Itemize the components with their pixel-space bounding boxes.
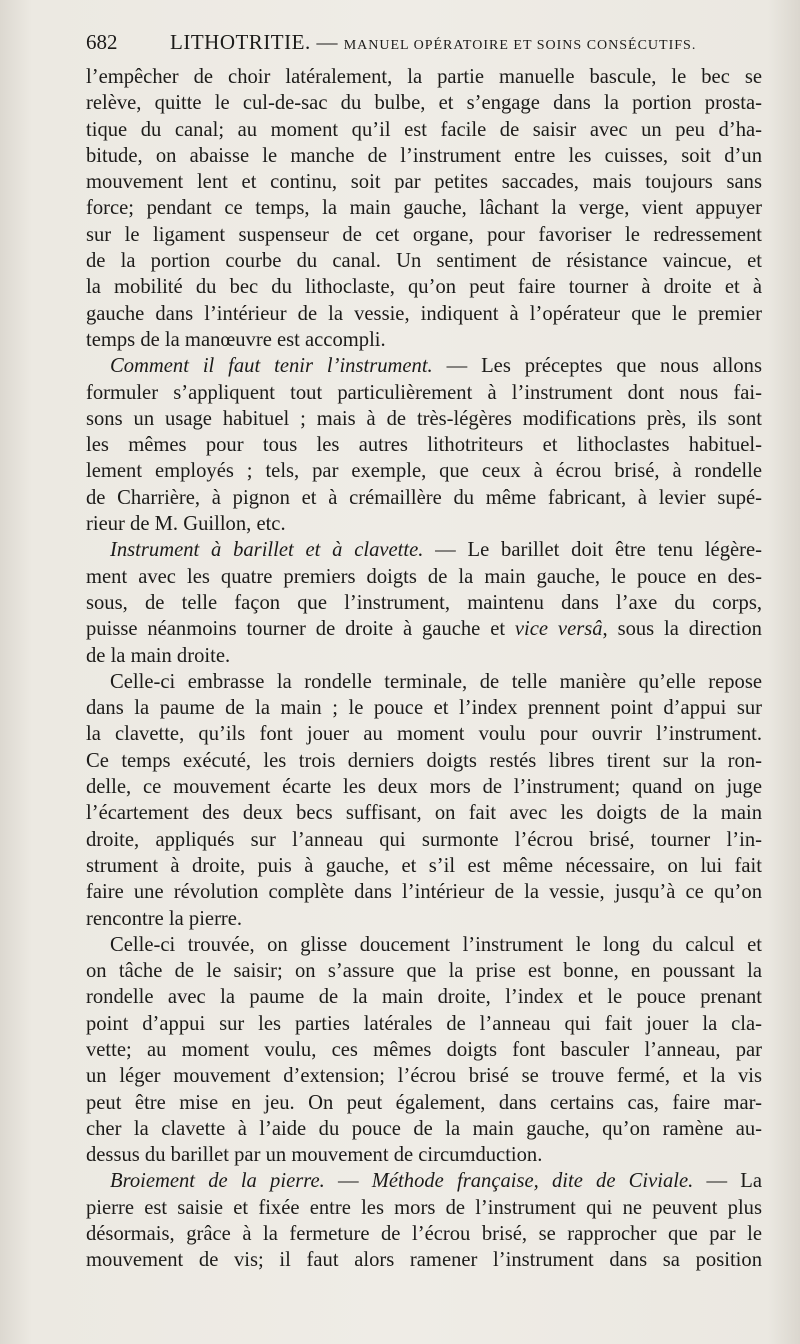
text-line: gauche dans l’intérieur de la vessie, indiquent à l’opérateur que le premier	[86, 302, 762, 325]
text-line: Ce temps exécuté, les trois derniers doigts restés libres tirent sur la ron-	[86, 749, 762, 772]
section-title: Comment il faut tenir l’instrument.	[110, 355, 433, 378]
text-line: sur le ligament suspenseur de cet organe, pour favoriser le redressement	[86, 223, 762, 246]
text-run: — Le barillet doit être tenu légère-	[423, 539, 762, 562]
running-title-dash: —	[316, 30, 338, 54]
text-run: — Les préceptes que nous allons	[432, 355, 762, 378]
text-line: lement employés ; tels, par exemple, que ceux à écrou brisé, à rondelle	[86, 460, 762, 483]
text-line: delle, ce mouvement écarte les deux mors de l’instrument; quand on juge	[86, 776, 762, 799]
text-line: rieur de M. Guillon, etc.	[86, 513, 286, 536]
running-title	[170, 30, 696, 55]
text-line: un léger mouvement d’extension; l’écrou brisé se trouve fermé, et la vis	[86, 1065, 762, 1088]
text-line: pierre est saisie et fixée entre les mors de l’instrument qui ne peuvent plus	[86, 1196, 762, 1219]
text-line: tique du canal; au moment qu’il est facile de saisir avec un peu d’ha-	[86, 118, 762, 141]
text-line: droite, appliqués sur l’anneau qui surmonte l’écrou brisé, tourner l’in-	[86, 828, 762, 851]
text-run: puisse néanmoins tourner de droite à gauche et	[86, 618, 515, 641]
text-line: vette; au moment voulu, ces mêmes doigts font basculer l’anneau, par	[86, 1038, 762, 1061]
section-heading-line	[86, 1168, 762, 1194]
text-line: on tâche de le saisir; on s’assure que la prise est bonne, en poussant la	[86, 960, 762, 983]
running-header	[86, 30, 762, 60]
text-line: force; pendant ce temps, la main gauche, lâchant la verge, vient appuyer	[86, 197, 762, 220]
text-line: l’empêcher de choir latéralement, la partie manuelle bascule, le bec se	[86, 66, 762, 88]
text-line: sous, de telle façon que l’instrument, maintenu dans l’axe du corps,	[86, 591, 762, 614]
section-heading-line	[86, 353, 762, 379]
section-subtitle: Méthode française, dite de Civiale.	[371, 1170, 694, 1193]
text-line: mouvement de vis; il faut alors ramener l’instrument dans sa position	[86, 1249, 762, 1272]
text-run: , sous la direction	[602, 618, 762, 641]
body-text	[86, 64, 762, 1274]
text-line: rondelle avec la paume de la main droite, l’index et le pouce prenant	[86, 986, 762, 1009]
text-line: désormais, grâce à la fermeture de l’écrou brisé, se rapprocher que par le	[86, 1223, 762, 1246]
section-title: Broiement de la pierre.	[110, 1170, 325, 1193]
text-line: dans la paume de la main ; le pouce et l’index prennent point d’appui sur	[86, 697, 762, 720]
text-line: Celle-ci trouvée, on glisse doucement l’instrument le long du calcul et	[110, 933, 762, 956]
text-line: formuler s’appliquent tout particulièrement à l’instrument dont nous fai-	[86, 381, 762, 404]
running-title-subtitle: MANUEL OPÉRATOIRE ET SOINS CONSÉCUTIFS.	[343, 38, 697, 53]
text-line: cher la clavette à l’aide du pouce de la main gauche, qu’on ramène au-	[86, 1117, 762, 1140]
text-line: la mobilité du bec du lithoclaste, qu’on peut faire tourner à droite et à	[86, 276, 762, 299]
section-title: Instrument à barillet et à clavette.	[110, 539, 424, 562]
text-line: temps de la manœuvre est accompli.	[86, 328, 386, 351]
text-line: les mêmes pour tous les autres lithotriteurs et lithoclastes habituel-	[86, 434, 762, 457]
italic-phrase: vice versâ	[514, 618, 603, 641]
running-title-main: LITHOTRITIE.	[170, 30, 311, 54]
text-line: ment avec les quatre premiers doigts de la main gauche, le pouce en des-	[86, 565, 762, 588]
text-line: la clavette, qu’ils font jouer au moment voulu pour ouvrir l’instrument.	[86, 723, 762, 746]
text-line: point d’appui sur les parties latérales de l’anneau qui fait jouer la cla-	[86, 1012, 762, 1035]
text-line: peut être mise en jeu. On peut également, dans certains cas, faire mar-	[86, 1091, 762, 1114]
section-heading-line	[86, 537, 762, 563]
text-line: de la main droite.	[86, 644, 231, 667]
text-line	[86, 616, 762, 642]
page-number: 682	[86, 30, 118, 54]
text-line: sons un usage habituel ; mais à de très-légères modifications près, ils sont	[86, 407, 762, 430]
text-run: —	[324, 1170, 372, 1193]
text-line: rencontre la pierre.	[86, 907, 243, 930]
text-line: de Charrière, à pignon et à crémaillère du même fabricant, à levier supé-	[86, 486, 762, 509]
text-line: l’écartement des deux becs suffisant, on fait avec les doigts de la main	[86, 802, 762, 825]
text-line: bitude, on abaisse le manche de l’instrument entre les cuisses, soit d’un	[86, 144, 762, 167]
text-run: — La	[693, 1170, 762, 1193]
text-line: faire une révolution complète dans l’intérieur de la vessie, jusqu’à ce qu’on	[86, 881, 762, 904]
text-line: Celle-ci embrasse la rondelle terminale, de telle manière qu’elle repose	[110, 670, 762, 693]
text-line: mouvement lent et continu, soit par petites saccades, mais toujours sans	[86, 171, 762, 194]
text-line: de la portion courbe du canal. Un sentiment de résistance vaincue, et	[86, 250, 762, 273]
text-line: relève, quitte le cul-de-sac du bulbe, et s’engage dans la portion prosta-	[86, 92, 762, 115]
text-line: strument à droite, puis à gauche, et s’il est même nécessaire, on lui fait	[86, 854, 762, 877]
text-line: dessus du barillet par un mouvement de circumduction.	[86, 1144, 543, 1167]
